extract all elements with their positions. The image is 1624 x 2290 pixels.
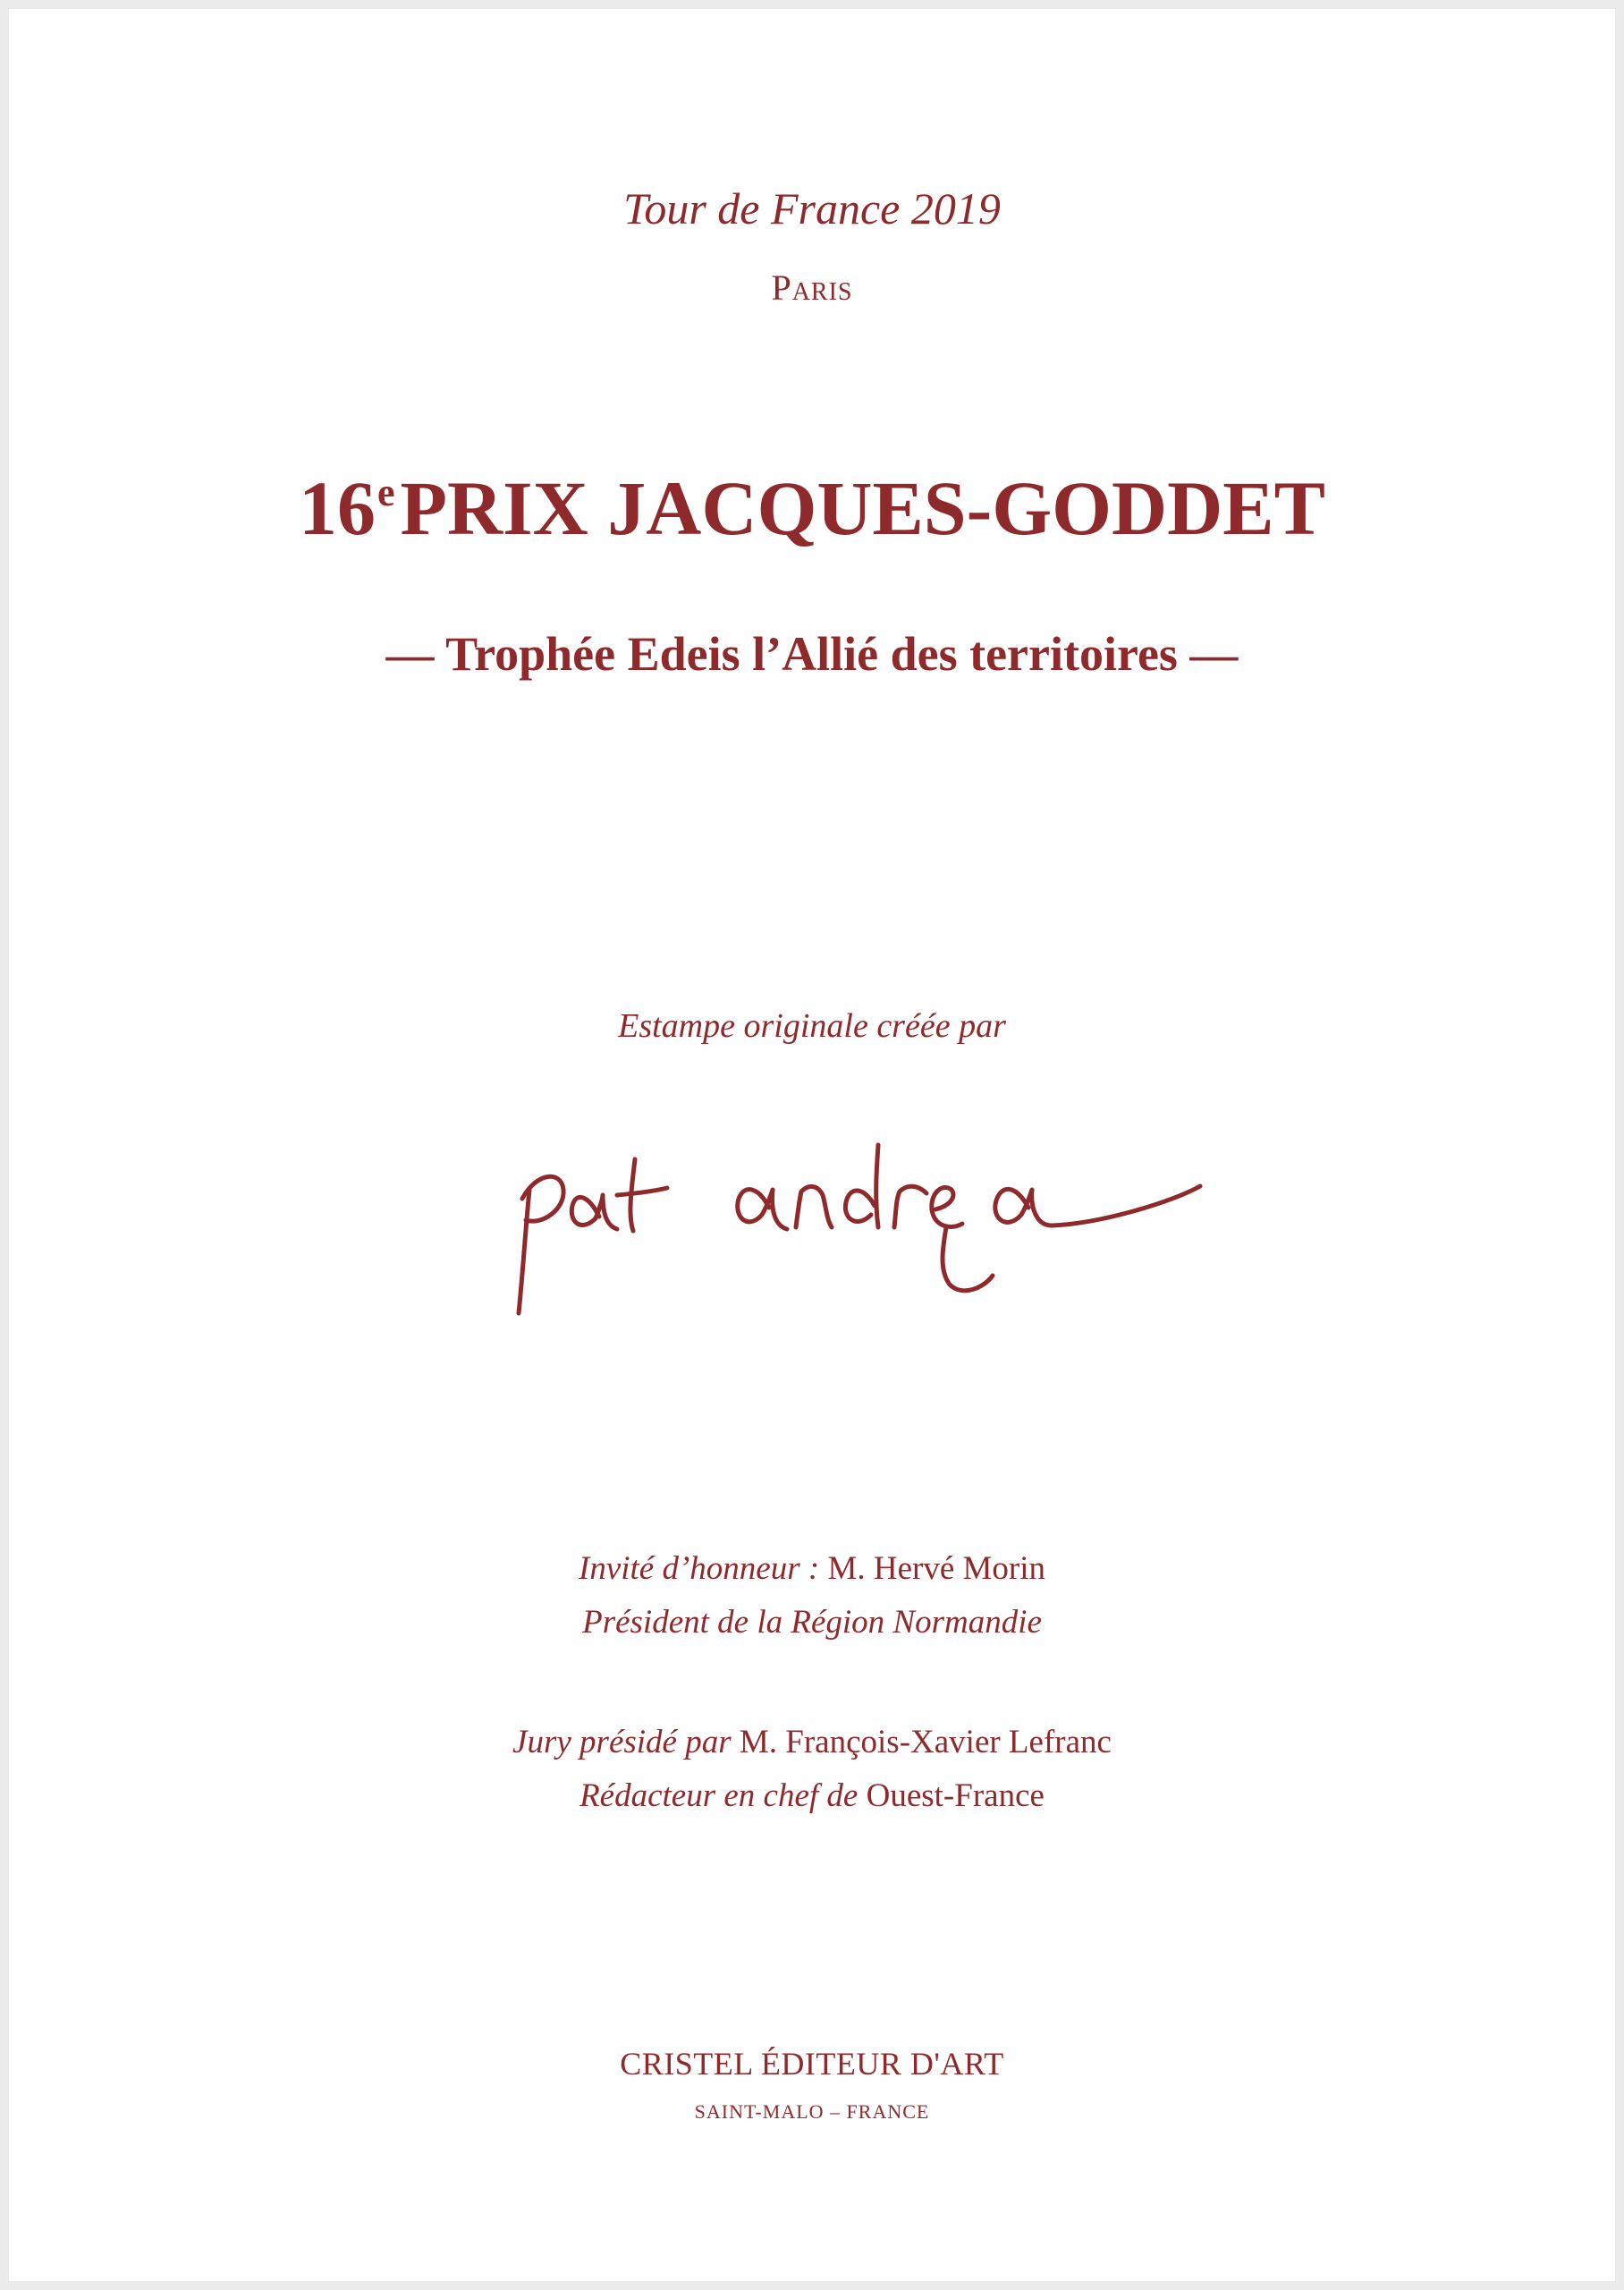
jury-name: M. François-Xavier Lefranc xyxy=(739,1724,1112,1760)
prize-number: 16 xyxy=(298,465,376,551)
publisher-location: SAINT-MALO – FRANCE xyxy=(694,2100,930,2123)
guest-label: Invité d’honneur : xyxy=(579,1550,820,1587)
publisher-name: CRISTEL ÉDITEUR D'ART xyxy=(620,2046,1004,2082)
jury-title-org: Ouest-France xyxy=(866,1777,1045,1814)
certificate-sheet xyxy=(9,9,1615,2281)
prize-name: PRIX JACQUES-GODDET xyxy=(400,465,1325,551)
prize-title xyxy=(9,463,1615,553)
created-by-text: Estampe originale créée par xyxy=(618,1007,1006,1045)
prize-ordinal: e xyxy=(376,471,395,514)
jury-president xyxy=(9,1723,1615,1761)
jury-label: Jury présidé par xyxy=(512,1724,732,1760)
guest-name: M. Hervé Morin xyxy=(827,1550,1045,1587)
jury-title-prefix: Rédacteur en chef de xyxy=(579,1777,859,1814)
artist-signature xyxy=(510,1109,1207,1324)
guest-title: Président de la Région Normandie xyxy=(582,1604,1042,1641)
event-city: Paris xyxy=(771,267,853,308)
jury-title xyxy=(9,1777,1615,1815)
event-title: Tour de France 2019 xyxy=(623,183,1001,233)
guest-of-honor xyxy=(9,1549,1615,1588)
trophy-subtitle: — Trophée Edeis l’Allié des territoires — xyxy=(385,627,1239,681)
